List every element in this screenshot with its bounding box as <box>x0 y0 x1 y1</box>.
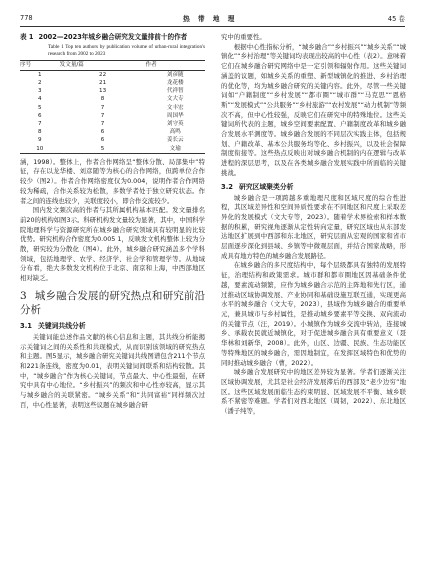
body-paragraph: 城乡融合发展研究中的地区差异较为显著。学者们逐渐关注区域协调发展，尤其是社会经济发展滞后的西部及“老少边穷”地区。这些区域发展面临生态约束明显、区域发展不平衡、城乡联系不紧密等难题。学者们对西北地区（周韧，2022）、东北地区（潘子纯等， <box>221 368 406 416</box>
journal-name: 热 带 地 理 <box>183 15 238 23</box>
table-cell: 4 <box>38 96 42 103</box>
table-cell: 周国华 <box>166 112 184 119</box>
subsection-title: 研究区域聚类分析 <box>239 182 294 191</box>
table-row <box>20 95 205 103</box>
table-cell: 1 <box>38 71 42 78</box>
table-cell: 6 <box>100 129 105 136</box>
table-cell: 9 <box>38 137 42 144</box>
header-rule <box>20 26 405 27</box>
table1-number: 表 1 <box>20 33 34 41</box>
table-cell: 10 <box>20 145 60 154</box>
table-cell: 7 <box>38 120 42 127</box>
table-header-row <box>20 60 205 70</box>
column-header: 作者 <box>146 60 205 70</box>
table-row <box>20 145 205 154</box>
table-cell: 文丰宏 <box>166 104 184 111</box>
table-row <box>20 87 205 95</box>
table-cell: 2 <box>38 79 42 86</box>
table-cell: 6 <box>100 137 105 144</box>
table1-caption: 2002—2023年城乡融合研究发文量排前十的作者 <box>38 33 188 41</box>
table-row <box>20 70 205 79</box>
table-cell: 8 <box>100 96 105 103</box>
table-cell: 6 <box>38 112 42 119</box>
section-title: 城乡融合发展的研究热点和研究前沿分析 <box>20 289 205 317</box>
body-paragraph: 国内发文频次高的作者与其所属机构基本匹配。发文量排名前20的机构如图3示。科研机构发文量较为显著，其中，中国科学院地理科学与资源研究所在城乡融合研究领域具有较明显的比较优势。研究机构合作密度为0.005 1，反映发文机构整体上较为分散，研究较为分散化（图4）。此外，城乡融合研究涵盖多个学科领域，包括地理学、农学、经济学、社会学和管理学等。从地域分布看，绝大多数发文机构位于北京、南京和上海，中西部地区相对缺乏。 <box>20 206 205 283</box>
table-cell: 8 <box>38 129 42 136</box>
body-paragraph: 涵，1998）。整体上，作者合作网络呈“整体分散、局部集中”特征，存在以龙华楼、刘彦随等为核心的合作网络，但跨单位合作较少（图2）。作者合作网络密度仅为0.004，说明作者合作网络较为稀疏，合作关系较为松散，多数学者处于独立研究状态。作者之间的连线也较少，关联度较小，即合作交流较少。 <box>20 157 205 205</box>
table-row <box>20 120 205 128</box>
table-cell: 文大专 <box>166 96 184 103</box>
body-paragraph: 在城乡融合的多尺度结构中，每个层级都具有独特的发展特征，治理结构和政策需求。城市群和都市圈地区因基础条件优越，要素流动频繁，应作为城乡融合示范的主阵地和先行区，通过推动区域协调发展、产业协同和基础设施互联互通，实现更高水平的城乡融合（文大专，2023），县域作为城乡融合的重要单元，兼具城市与乡村属性，是推动城乡要素平等交换、双向流动的关键节点（汪，2019）。小城镇作为城乡交流中转站，连接城乡、承载农民就近城镇化，对于促进城乡融合具有重要意义（聂华林和刘新华，2008）。此外，山区、边疆、民族、生态功能区等特殊地区的城乡融合，需因地制宜，在发挥区域特色和优势的同时推动城乡融合（曹，2022）。 <box>221 261 406 367</box>
column-header: 序号 <box>20 60 60 70</box>
author-table <box>20 60 205 154</box>
column-header: 发文量/篇 <box>60 60 146 70</box>
table-cell: 刘守英 <box>166 120 184 127</box>
subsection-number: 3.2 <box>221 182 234 191</box>
table-cell: 代祥智 <box>166 88 184 95</box>
subsection-heading <box>20 321 205 331</box>
table-cell: 13 <box>99 88 107 95</box>
body-paragraph: 关键词能总述作品文献的核心信息和主题，其共线分析能揭示关键词之间的关系性和共现模式，从而识别该领域的研究热点和主题。图5显示，城乡融合研究关键词共线图谱包含211个节点和221条连线，密度为0.01，表明关键词间联系和结构较散。其中，“城乡融合”作为核心关键词，节点最大、中心性最强，在研究中具有中心地位。“乡村振兴”的频次和中心性亦较高，显示其与城乡融合的关联紧密。“城乡关系”和“共同富裕”同样频次过百，中心性显著，表明这些议题在城乡融合研 <box>20 332 205 409</box>
table-row <box>20 104 205 112</box>
table-cell: 刘彦随 <box>166 71 184 78</box>
table-cell: 姜长云 <box>166 137 184 144</box>
volume-label: 45 卷 <box>387 15 405 23</box>
table-row <box>20 136 205 144</box>
table-cell: 5 <box>38 104 42 111</box>
section-heading <box>20 289 205 318</box>
table-cell: 22 <box>99 71 107 78</box>
table-row <box>20 79 205 87</box>
table-cell: 龙花楼 <box>166 79 184 86</box>
running-header <box>20 12 405 24</box>
body-paragraph: 根据中心性指标分析，“城乡融合”“乡村振兴”“城乡关系”“城镇化”“乡村治理”等关键词均表现出较高的中心性（表2）。意味着它们在城乡融合研究网络中是一定引领和辐射作用。这些关键词涵盖的议题，如城乡关系的重塑、新型城镇化的推进、乡村治理的优化等，均为城乡融合研究的关键内容。此外，尽管一些关键词如“户籍制度”“乡村发展”“都市圈”“城市群”“马克思”“恩格斯”“发展模式”“公共服务”“乡村旅游”“农村发展”“动力机制”等频次不高，但中心性较强，反映它们在研究中的特殊地位。这些关键词所代表的主题，城乡空间要素配置、户籍制度改革和城乡融合发展水平测度等。城乡融合发展的不同层次实践主体，包括规划、户籍改革、基本公共服务均等化、乡村振兴，以及社会保障制度衔接等。这些热点反映出对城乡融合机制的内在逻辑与改革进程的深层思考，以及在各类城乡融合发展实践中所面临的关键挑战。 <box>221 42 406 177</box>
table-cell: 高鸣 <box>169 129 181 136</box>
table-cell: 7 <box>100 104 105 111</box>
table-cell: 5 <box>60 145 146 154</box>
table-row <box>20 112 205 120</box>
table-row <box>20 128 205 136</box>
table-cell: 7 <box>100 120 105 127</box>
body-paragraph: 究中的重要性。 <box>221 33 266 41</box>
right-column <box>221 33 406 417</box>
subsection-title: 关键词共线分析 <box>38 321 86 330</box>
section-number: 3 <box>20 289 27 302</box>
body-paragraph: 城乡融合是一项跨越多重地理尺度和区域尺度的综合性进程，其区域差异性和空间异质性要求在不同地区和尺度上采取差异化的发展模式（文大专等，2023）。随着学术界检索和样本数据的积累，研究视角逐渐从定性转向定量，研究区域也从东部发达地区扩展到中西部和东北地区，研究层面从宏观的国家和省市层面逐步深化到县域、乡镇等中微观层面，并结合国家战略，形成具有地方特色的城乡融合发展路径。 <box>221 193 406 260</box>
table1-english-caption: Table 1 Top ten authors by publication volume of urban-rural integration's research from 2002 to 2023 <box>48 43 205 57</box>
page-number: 778 <box>20 14 33 22</box>
table-cell: 7 <box>100 112 105 119</box>
table-cell: 3 <box>38 88 42 95</box>
table-cell: 21 <box>99 79 107 86</box>
subsection-number: 3.1 <box>20 321 33 330</box>
left-column <box>20 33 205 411</box>
table-cell: 文瑜 <box>146 145 205 154</box>
table1-title <box>20 33 205 43</box>
subsection-heading <box>221 182 406 192</box>
